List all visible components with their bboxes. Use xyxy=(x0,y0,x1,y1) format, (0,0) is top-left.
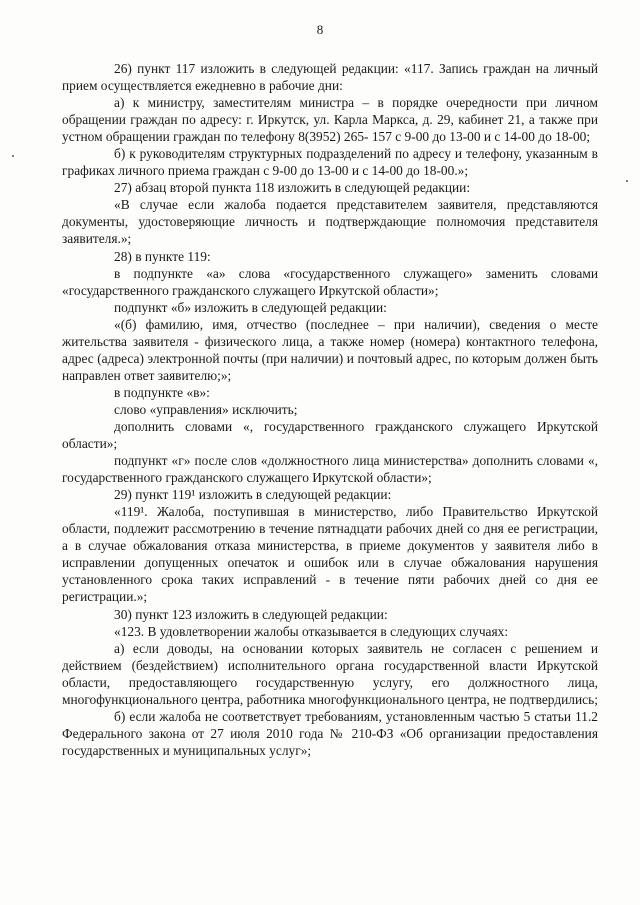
paragraph-30-a: а) если доводы, на основании которых заявитель не согласен с решением и действием (бездействием) исполнительного органа государственной власти Иркутской области, предоставляющего государственную услугу, его должностного лица, многофункционального центра, работника многофункционального центра, не подтвердились; xyxy=(62,640,598,707)
paragraph-26: 26) пункт 117 изложить в следующей редакции: «117. Запись граждан на личный прием осуществляется ежедневно в рабочие дни: xyxy=(62,61,598,94)
paragraph-28-b-intro: подпункт «б» изложить в следующей редакции: xyxy=(114,299,387,315)
paragraph-28-v-1: слово «управления» исключить; xyxy=(114,401,298,417)
scan-speck xyxy=(626,180,628,182)
paragraph-28-v-2: дополнить словами «, государственного гражданского служащего Иркутской области»; xyxy=(62,418,598,452)
paragraph-26-b: б) к руководителям структурных подразделений по адресу и телефону, указанным в графиках личного приема граждан с 9-00 до 13-00 и с 14-00 до 18-00.»; xyxy=(62,146,598,179)
paragraph-28-b-text: «(б) фамилию, имя, отчество (последнее – при наличии), сведения о месте жительства заявителя - физического лица, а также номер (номера) контактного телефона, адрес (адреса) электронной почты (при наличии) и почтовый адрес, по которым должен быть направлен ответ заявителю;»; xyxy=(62,316,598,383)
paragraph-28-a: в подпункте «а» слова «государственного служащего» заменить словами «государственного гражданского служащего Иркутской области»; xyxy=(62,265,598,298)
paragraph-28-v-intro: в подпункте «в»: xyxy=(114,384,210,400)
paragraph-28-g: подпункт «г» после слов «должностного лица министерства» дополнить словами «, государственного гражданского служащего Иркутской области»; xyxy=(62,453,598,486)
paragraph-27: 27) абзац второй пункта 118 изложить в следующей редакции: xyxy=(114,180,471,196)
document-body xyxy=(62,60,598,759)
page-number: 8 xyxy=(316,22,324,37)
paragraph-30: 30) пункт 123 изложить в следующей редакции: xyxy=(114,606,388,622)
paragraph-29: 29) пункт 119¹ изложить в следующей редакции: xyxy=(114,487,392,503)
paragraph-28: 28) в пункте 119: xyxy=(114,248,211,264)
paragraph-27-text: «В случае если жалоба подается представителем заявителя, представляются документы, удостоверяющие личность и подтверждающие полномочия представителя заявителя.»; xyxy=(62,197,598,247)
scan-speck xyxy=(12,155,14,157)
paragraph-30-b: б) если жалоба не соответствует требованиям, установленным частью 5 статьи 11.2 Федерального закона от 27 июля 2010 года № 210-ФЗ «Об организации предоставления государственных и муниципальных услуг»; xyxy=(62,708,598,758)
paragraph-29-text: «119¹. Жалоба, поступившая в министерство, либо Правительство Иркутской области, подлежит рассмотрению в течение пятнадцати рабочих дней со дня ее регистрации, а в случае обжалования отказа министерства, в приеме документов у заявителя либо в исправлении допущенных опечаток и ошибок или в случае обжалования нарушения установленного срока таких исправлений - в течение пяти рабочих дней со дня ее регистрации.»; xyxy=(62,504,598,605)
paragraph-30-text: «123. В удовлетворении жалобы отказывается в следующих случаях: xyxy=(114,623,509,639)
paragraph-26-a: а) к министру, заместителям министра – в порядке очередности при личном обращении граждан по адресу: г. Иркутск, ул. Карла Маркса, д. 29, кабинет 21, а также при устном обращении граждан по телефону 8(3952) 265- 157 с 9-00 до 13-00 и с 14-00 до 18-00; xyxy=(62,95,598,145)
